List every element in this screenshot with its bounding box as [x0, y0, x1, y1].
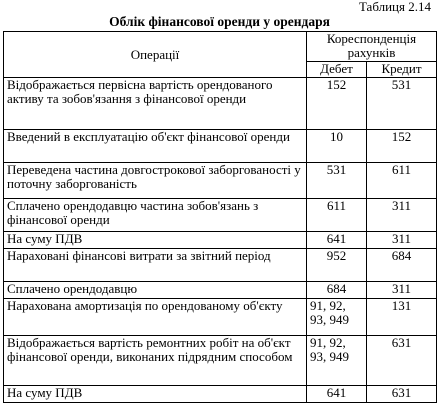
table-row [4, 282, 437, 299]
row-debit: 91, 92, 93, 949 [307, 299, 367, 336]
table-number: Таблиця 2.14 [358, 0, 431, 14]
table-row [4, 336, 437, 386]
row-credit: 531 [367, 78, 437, 130]
table-row [4, 299, 437, 336]
row-debit: 152 [307, 78, 367, 130]
row-debit: 641 [307, 232, 367, 249]
row-credit: 311 [367, 232, 437, 249]
row-operation: Нарахована амортизація по орендованому об'єкту [4, 299, 307, 336]
row-credit: 631 [367, 336, 437, 386]
row-operation: Введений в експлуатацію об'єкт фінансової оренди [4, 130, 307, 163]
row-operation: Сплачено орендодавцю частина зобов'язань з фінансової оренди [4, 199, 307, 232]
row-operation: На суму ПДВ [4, 386, 307, 403]
row-debit: 10 [307, 130, 367, 163]
lease-accounting-table [3, 31, 437, 403]
header-debit: Дебет [307, 62, 367, 78]
row-operation: Відображається вартість ремонтних робіт на об'єкт фінансової оренди, виконаних підрядним способом [4, 336, 307, 386]
table-row [4, 130, 437, 163]
row-debit: 91, 92, 93, 949 [307, 336, 367, 386]
row-operation: Нараховані фінансові витрати за звітний період [4, 249, 307, 282]
row-operation: На суму ПДВ [4, 232, 307, 249]
row-debit: 531 [307, 163, 367, 199]
table-title: Облік фінансової оренди у орендаря [109, 14, 330, 29]
row-credit: 311 [367, 199, 437, 232]
header-correspondence: Кореспонденція рахунків [307, 32, 437, 62]
row-debit: 684 [307, 282, 367, 299]
table-row [4, 249, 437, 282]
row-operation: Переведена частина довгострокової заборгованості у поточну заборгованість [4, 163, 307, 199]
table-row [4, 78, 437, 130]
row-credit: 152 [367, 130, 437, 163]
row-debit: 611 [307, 199, 367, 232]
row-operation: Сплачено орендодавцю [4, 282, 307, 299]
header-credit: Кредит [367, 62, 437, 78]
row-credit: 311 [367, 282, 437, 299]
table-row [4, 386, 437, 403]
row-debit: 641 [307, 386, 367, 403]
table-row [4, 199, 437, 232]
row-credit: 631 [367, 386, 437, 403]
row-debit: 952 [307, 249, 367, 282]
table-row [4, 163, 437, 199]
row-credit: 684 [367, 249, 437, 282]
table-row [4, 232, 437, 249]
header-operations: Операції [4, 32, 307, 78]
row-credit: 131 [367, 299, 437, 336]
row-credit: 611 [367, 163, 437, 199]
row-operation: Відображається первісна вартість орендованого активу та зобов'язання з фінансової оренди [4, 78, 307, 130]
